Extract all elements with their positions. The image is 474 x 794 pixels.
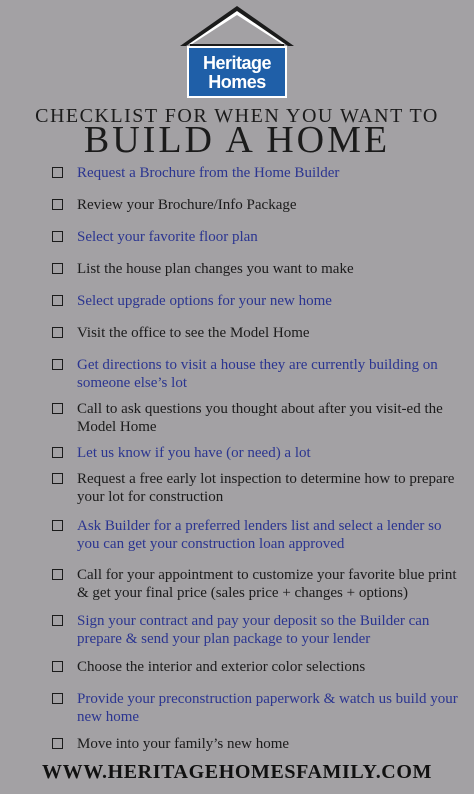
website-url[interactable]: WWW.HERITAGEHOMESFAMILY.COM xyxy=(42,761,432,783)
checklist-item xyxy=(52,517,460,553)
heritage-homes-logo xyxy=(178,6,296,98)
checklist-item-label: Call for your appointment to customize your favorite blue print & get your final price (sales price + changes + options) xyxy=(77,567,457,601)
checkbox[interactable] xyxy=(52,473,63,484)
checklist-item-label: Move into your family’s new home xyxy=(77,736,290,752)
checklist-item xyxy=(52,400,460,436)
checkbox[interactable] xyxy=(52,167,63,178)
checklist-item xyxy=(52,470,460,506)
checklist-item xyxy=(52,690,460,726)
checklist-item-label: Select your favorite floor plan xyxy=(77,229,258,245)
checklist-item-label: Call to ask questions you thought about after you visit-ed the Model Home xyxy=(77,401,443,435)
checkbox[interactable] xyxy=(52,295,63,306)
checklist-item-label: Review your Brochure/Info Package xyxy=(77,197,297,213)
checkbox[interactable] xyxy=(52,403,63,414)
checkbox[interactable] xyxy=(52,199,63,210)
checkbox[interactable] xyxy=(52,738,63,749)
checklist-item xyxy=(52,658,460,676)
checklist-item-label: Provide your preconstruction paperwork & watch us build your new home xyxy=(77,691,458,725)
checklist-item-label: Select upgrade options for your new home xyxy=(77,293,332,309)
logo-box xyxy=(187,46,287,98)
checklist-title: BUILD A HOME xyxy=(83,119,391,161)
checkbox[interactable] xyxy=(52,520,63,531)
checklist-item xyxy=(52,228,460,246)
checkbox[interactable] xyxy=(52,615,63,626)
checkbox[interactable] xyxy=(52,569,63,580)
checklist-item xyxy=(52,444,460,462)
checklist-item xyxy=(52,196,460,214)
checkbox[interactable] xyxy=(52,359,63,370)
checkbox[interactable] xyxy=(52,693,63,704)
checklist-item-label: Request a free early lot inspection to determine how to prepare your lot for construction xyxy=(77,471,455,505)
checklist-item-label: Choose the interior and exterior color selections xyxy=(77,659,366,675)
checklist-item xyxy=(52,356,460,392)
checklist-item-label: Sign your contract and pay your deposit so the Builder can prepare & send your plan package to your lender xyxy=(77,613,430,647)
checklist-subtitle: CHECKLIST FOR WHEN YOU WANT TO xyxy=(35,105,439,127)
checklist-item xyxy=(52,735,460,753)
checklist-item xyxy=(52,612,460,648)
checkbox[interactable] xyxy=(52,661,63,672)
checkbox[interactable] xyxy=(52,447,63,458)
checklist-item-label: Ask Builder for a preferred lenders list and select a lender so you can get your construction loan approved xyxy=(77,518,442,552)
checklist-item xyxy=(52,292,460,310)
checklist-item xyxy=(52,566,460,602)
logo-line-1: Heritage xyxy=(202,53,272,73)
checkbox[interactable] xyxy=(52,263,63,274)
logo-line-2: Homes xyxy=(208,72,266,92)
checklist-item-label: List the house plan changes you want to make xyxy=(77,261,354,277)
checklist-item-label: Visit the office to see the Model Home xyxy=(77,325,310,341)
checklist-item-label: Request a Brochure from the Home Builder xyxy=(77,165,340,181)
checklist-item-label: Get directions to visit a house they are currently building on someone else’s lot xyxy=(77,357,438,391)
checkbox[interactable] xyxy=(52,231,63,242)
checkbox[interactable] xyxy=(52,327,63,338)
checklist-item xyxy=(52,164,460,182)
checklist-item xyxy=(52,260,460,278)
checklist-item-label: Let us know if you have (or need) a lot xyxy=(77,445,311,461)
checklist-item xyxy=(52,324,460,342)
